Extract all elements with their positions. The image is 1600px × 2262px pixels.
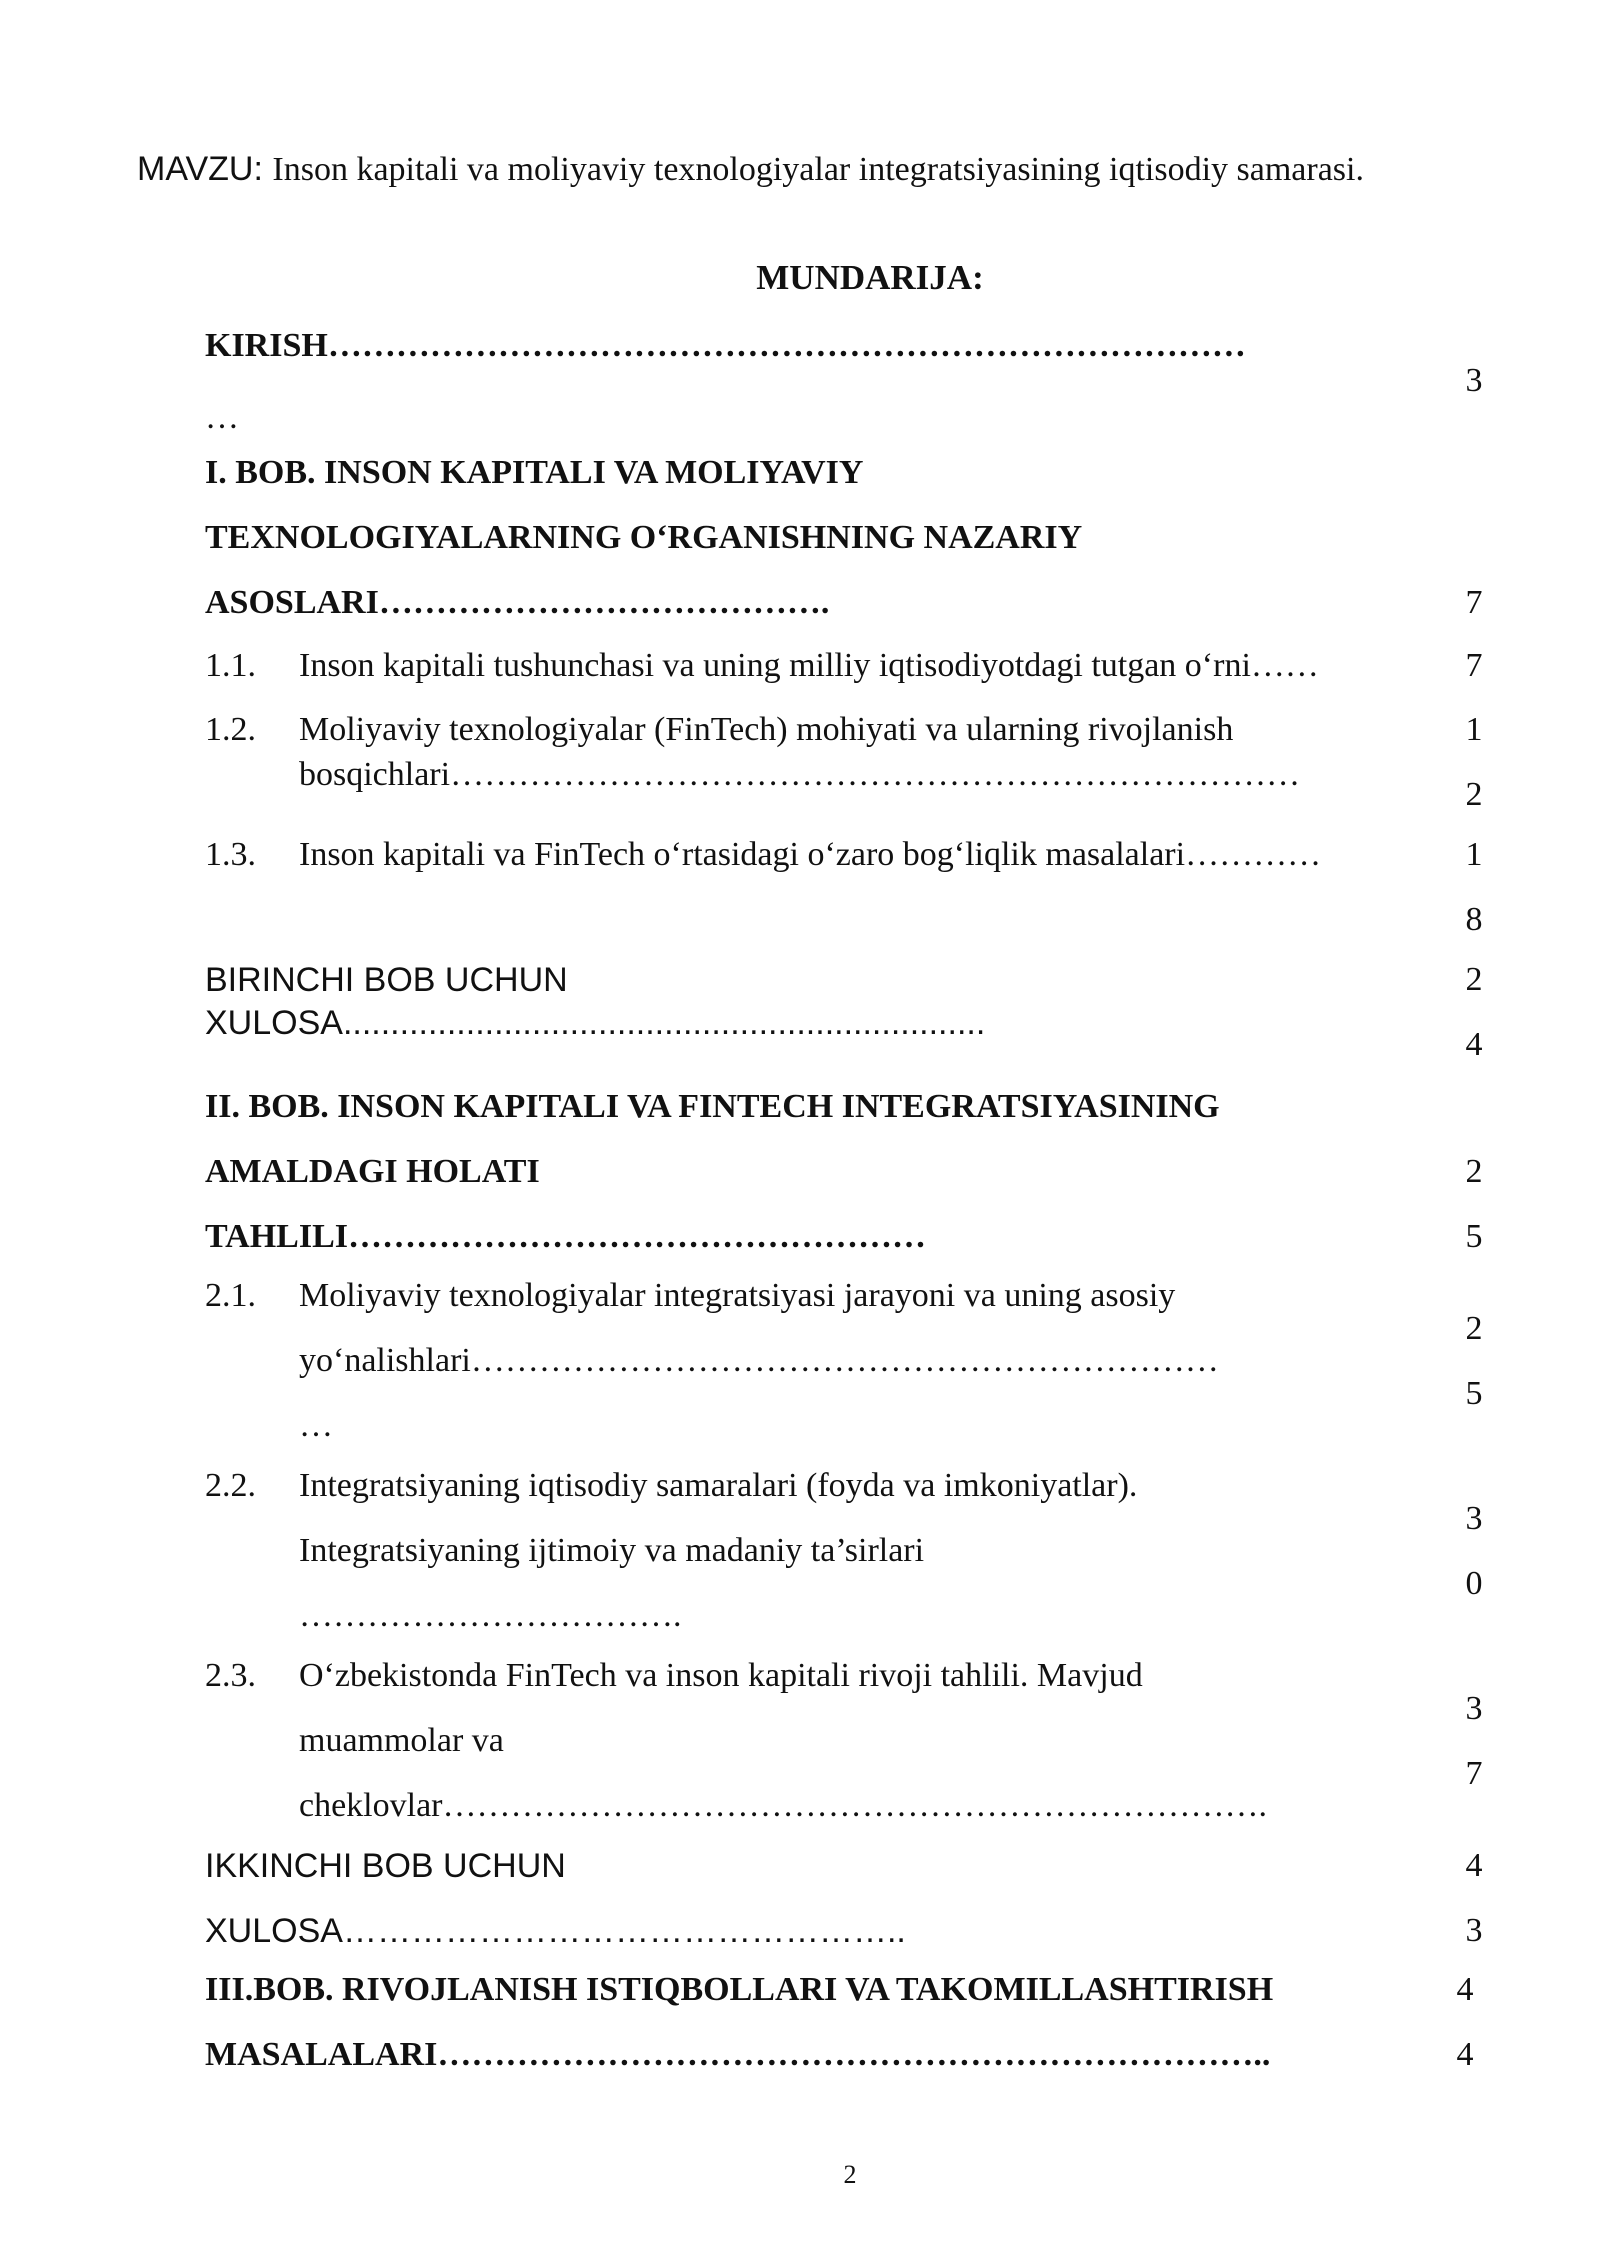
toc-conclusion2-line1[interactable]: IKKINCHI BOB UCHUN (205, 1847, 566, 1885)
toc-chapter1-line3[interactable]: ASOSLARI…………………………………. (205, 584, 830, 621)
toc-section-2-2-line2[interactable]: Integratsiyaning ijtimoiy va madaniy ta’sirlari (299, 1532, 925, 1569)
page-number: 2 (843, 2160, 857, 2189)
toc-page-1-2-digit2: 2 (1465, 776, 1483, 813)
toc-section-1-3[interactable]: Inson kapitali va FinTech o‘rtasidagi o‘zaro bog‘liqlik masalalari………… (299, 836, 1322, 873)
toc-conclusion2-line2[interactable]: XULOSA………………………………………….. (205, 1912, 906, 1950)
topic-label: MAVZU: (137, 150, 263, 188)
toc-section-1-2-line1[interactable]: Moliyaviy texnologiyalar (FinTech) mohiyati va ularning rivojlanish (299, 711, 1234, 748)
toc-chapter3-line2[interactable]: MASALALARI……………………………………………………………….. (205, 2036, 1271, 2073)
toc-section-2-1-line2[interactable]: yo‘nalishlari………………………………………………………… (299, 1342, 1219, 1379)
toc-page-2-2-digit2: 0 (1465, 1565, 1483, 1602)
toc-section-2-2-line3[interactable]: ……………………………. (299, 1597, 682, 1634)
toc-section-2-3-line1[interactable]: O‘zbekistonda FinTech va inson kapitali rivoji tahlili. Mavjud (299, 1657, 1143, 1694)
toc-conclusion1-line2[interactable]: XULOSA.................................................................... (205, 1004, 986, 1042)
toc-section-2-2-line1[interactable]: Integratsiyaning iqtisodiy samaralari (foyda va imkoniyatlar). (299, 1467, 1138, 1504)
toc-page-kirish: 3 (1465, 362, 1483, 399)
toc-page-2-3-digit2: 7 (1465, 1755, 1483, 1792)
toc-chapter2-line3[interactable]: TAHLILI…………………………………………… (205, 1218, 926, 1255)
toc-section-number: 1.2. (205, 711, 256, 748)
toc-page-1-2-digit1: 1 (1465, 711, 1483, 748)
toc-section-number: 1.1. (205, 647, 256, 684)
toc-entry-kirish-continuation: … (205, 399, 239, 436)
toc-page-1-3-digit1: 1 (1465, 836, 1483, 873)
toc-page-chapter1: 7 (1465, 584, 1483, 621)
toc-chapter3-line1[interactable]: III.BOB. RIVOJLANISH ISTIQBOLLARI VA TAKOMILLASHTIRISH (205, 1971, 1274, 2008)
toc-section-number: 2.1. (205, 1277, 256, 1314)
toc-page-conclusion2-digit1: 4 (1465, 1847, 1483, 1884)
toc-conclusion1-line1[interactable]: BIRINCHI BOB UCHUN (205, 961, 568, 999)
toc-section-number: 1.3. (205, 836, 256, 873)
toc-page-chapter3-digit1: 4 (1456, 1971, 1474, 2008)
toc-chapter2-line2[interactable]: AMALDAGI HOLATI (205, 1153, 540, 1190)
topic-line (137, 150, 1537, 189)
toc-title: MUNDARIJA: (756, 258, 984, 297)
topic-text: Inson kapitali va moliyaviy texnologiyalar integratsiyasining iqtisodiy samarasi. (272, 151, 1364, 188)
toc-section-1-1[interactable]: Inson kapitali tushunchasi va uning milliy iqtisodiyotdagi tutgan o‘rni…… (299, 647, 1319, 684)
toc-section-2-1-line3: … (299, 1407, 333, 1444)
toc-section-2-3-line3[interactable]: cheklovlar………………………………………………………………. (299, 1787, 1267, 1824)
toc-section-2-1-line1[interactable]: Moliyaviy texnologiyalar integratsiyasi jarayoni va uning asosiy (299, 1277, 1176, 1314)
toc-page-2-3-digit1: 3 (1465, 1690, 1483, 1727)
toc-page-chapter3-digit2: 4 (1456, 2036, 1474, 2073)
toc-page-conclusion2-digit2: 3 (1465, 1912, 1483, 1949)
toc-page-2-2-digit1: 3 (1465, 1500, 1483, 1537)
toc-page-conclusion1-digit1: 2 (1465, 961, 1483, 998)
toc-page-2-1-digit2: 5 (1465, 1375, 1483, 1412)
toc-section-number: 2.3. (205, 1657, 256, 1694)
toc-page-chapter2-digit2: 5 (1465, 1218, 1483, 1255)
toc-chapter1-line1[interactable]: I. BOB. INSON KAPITALI VA MOLIYAVIY (205, 454, 864, 491)
toc-page-chapter2-digit1: 2 (1465, 1153, 1483, 1190)
toc-page-1-1: 7 (1465, 647, 1483, 684)
toc-page-conclusion1-digit2: 4 (1465, 1026, 1483, 1063)
toc-page-1-3-digit2: 8 (1465, 901, 1483, 938)
toc-section-1-2-line2[interactable]: bosqichlari………………………………………………………………… (299, 756, 1301, 793)
toc-page-2-1-digit1: 2 (1465, 1310, 1483, 1347)
toc-section-2-3-line2[interactable]: muammolar va (299, 1722, 504, 1759)
toc-entry-kirish[interactable]: KIRISH……………………………………………………………………… (205, 327, 1246, 364)
toc-section-number: 2.2. (205, 1467, 256, 1504)
toc-chapter2-line1[interactable]: II. BOB. INSON KAPITALI VA FINTECH INTEGRATSIYASINING (205, 1088, 1220, 1125)
toc-chapter1-line2[interactable]: TEXNOLOGIYALARNING O‘RGANISHNING NAZARIY (205, 519, 1083, 556)
